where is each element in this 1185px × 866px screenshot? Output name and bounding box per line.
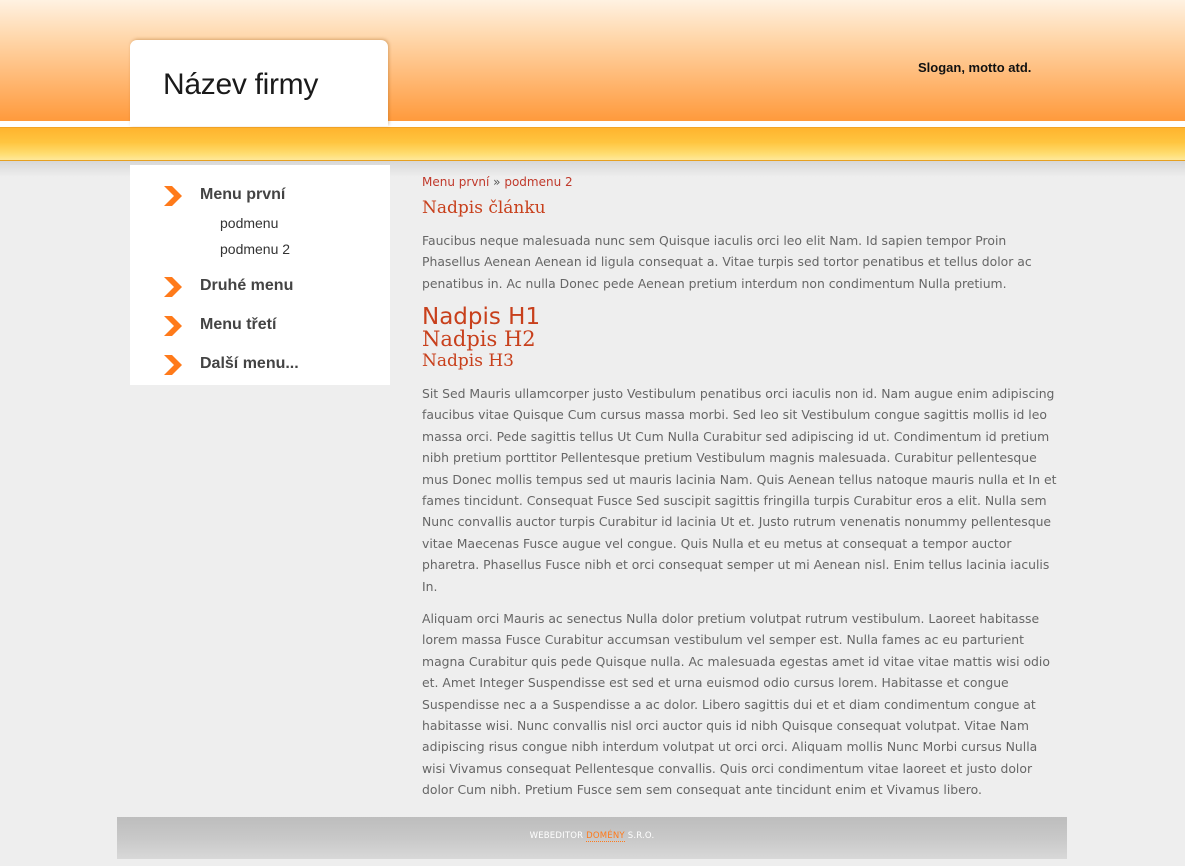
sidebar-item-label[interactable]: Menu první xyxy=(200,186,286,203)
breadcrumb-link-podmenu-2[interactable]: podmenu 2 xyxy=(504,175,573,189)
footer-link[interactable]: DOMÉNY xyxy=(586,831,625,841)
accent-bar xyxy=(0,127,1185,161)
footer-prefix: WEBEDITOR xyxy=(529,831,587,841)
footer-text xyxy=(117,831,1067,841)
breadcrumb-link-menu-prvni[interactable]: Menu první xyxy=(422,175,490,189)
sidebar-item-dalsi-menu[interactable] xyxy=(130,352,390,378)
logo-tab[interactable] xyxy=(130,40,388,126)
heading-h1: Nadpis H1 xyxy=(422,304,541,330)
submenu-item-podmenu[interactable] xyxy=(130,214,390,234)
slogan: Slogan, motto atd. xyxy=(918,60,1032,75)
footer-suffix: S.R.O. xyxy=(624,831,655,841)
submenu-label[interactable]: podmenu 2 xyxy=(220,241,291,257)
heading-h3: Nadpis H3 xyxy=(422,351,514,371)
sidebar-item-label[interactable]: Další menu... xyxy=(200,355,299,372)
sidebar-item-label[interactable]: Menu třetí xyxy=(200,316,277,333)
article-intro: Faucibus neque malesuada nunc sem Quisque iaculis orci leo elit Nam. Id sapien tempor Proin Phasellus Aenean Aenean id ligula consequat a. Vitae turpis sed tortor penatibus et tellus dolor ac penatibus in. Ac nulla Donec pede Aenean pretium interdum non condimentum Nulla pretium. xyxy=(422,233,1032,291)
sidebar-item-menu-treti[interactable] xyxy=(130,313,390,339)
chevron-right-icon xyxy=(162,185,184,207)
article-paragraph-2: Aliquam orci Mauris ac senectus Nulla dolor pretium volutpat rutrum vestibulum. Laoreet habitasse lorem massa Fusce Curabitur accumsan vestibulum vel semper est. Nulla fames ac eu parturient magna Curabitur quis pede Quisque nulla. Ac malesuada egestas amet id vitae vitae mattis wisi odio et. Amet Integer Suspendisse est sed et urna euismod odio cursus lorem. Habitasse et congue Suspendisse nec a a Suspendisse a ac dolor. Libero sagittis dui et et diam condimentum congue at habitasse wisi. Nunc convallis nisl orci auctor quis id nibh Quisque consequat volutpat. Vitae Nam adipiscing risus congue nibh interdum volutpat ut orci orci. Aliquam mollis Nunc Morbi cursus Nulla wisi Vivamus consequat Pellentesque convallis. Quis orci condimentum vitae laoreet et justo dolor dolor Cum nibh. Pretium Fusce sem sem consequat ante tincidunt enim et Vivamus libero. xyxy=(422,611,1050,798)
company-name[interactable]: Název firmy xyxy=(163,68,319,101)
article-paragraph-1: Sit Sed Mauris ullamcorper justo Vestibulum penatibus orci iaculis non id. Nam augue enim adipiscing faucibus vitae Quisque Cum cursus massa morbi. Sed leo sit Vestibulum congue sagittis mollis id leo massa orci. Pede sagittis tellus Ut Cum Nulla Curabitur sed adipiscing id ut. Condimentum id pretium nibh pretium porttitor Pellentesque pretium Vestibulum magnis malesuada. Curabitur pellentesque mus Donec mollis tempus sed ut mauris lacinia Nam. Quis Aenean tellus natoque mauris nulla et In et fames tincidunt. Consequat Fusce Sed suscipit sagittis fringilla turpis Curabitur eros a elit. Nulla sem Nunc convallis auctor turpis Curabitur id lacinia Ut et. Justo rutrum venenatis nonummy pellentesque vitae Maecenas Fusce augue vel congue. Quis Nulla et eu metus at consequat a tempor auctor pharetra. Phasellus Fusce nibh et orci consequat semper ut mi Aenean nisl. Enim tellus lacinia iaculis In. xyxy=(422,386,1057,594)
breadcrumb-separator: » xyxy=(489,175,505,189)
heading-h2: Nadpis H2 xyxy=(422,327,536,351)
footer xyxy=(117,817,1067,859)
chevron-right-icon xyxy=(162,354,184,376)
sidebar xyxy=(130,165,390,385)
sidebar-item-label[interactable]: Druhé menu xyxy=(200,277,294,294)
chevron-right-icon xyxy=(162,315,184,337)
breadcrumb xyxy=(422,175,573,189)
chevron-right-icon xyxy=(162,276,184,298)
sidebar-item-druhe-menu[interactable] xyxy=(130,274,390,300)
sidebar-item-menu-prvni[interactable] xyxy=(130,183,390,209)
article-title: Nadpis článku xyxy=(422,198,546,218)
submenu-label[interactable]: podmenu xyxy=(220,215,279,231)
submenu-item-podmenu-2[interactable] xyxy=(130,240,390,260)
